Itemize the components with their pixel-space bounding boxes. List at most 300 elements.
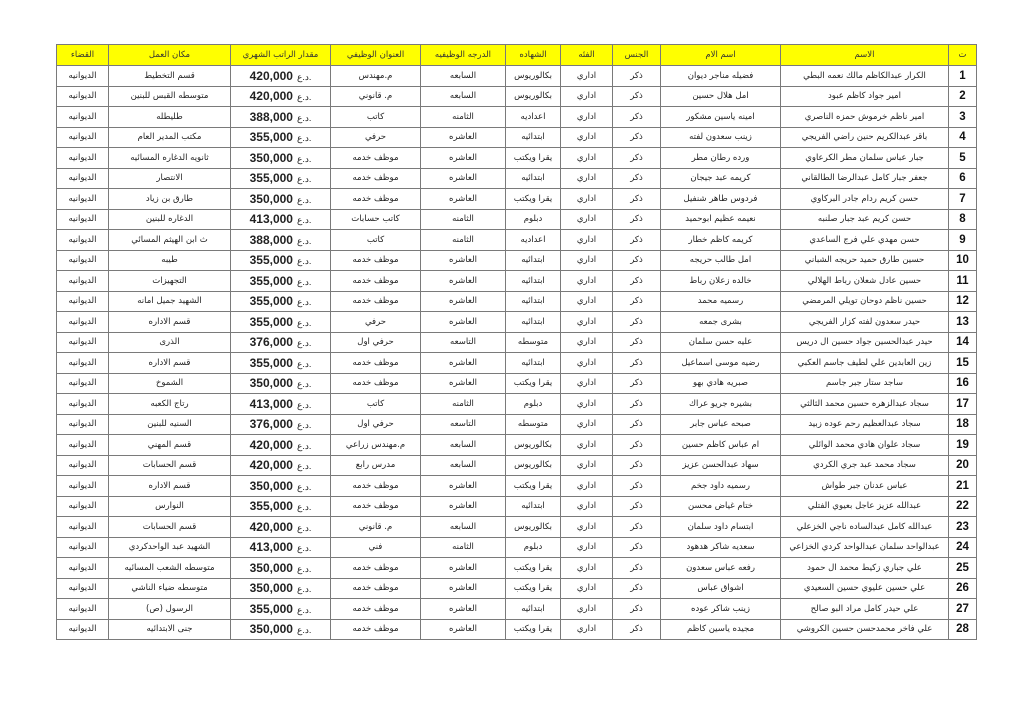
mother-name-cell: خالده زعلان رباط <box>661 271 781 292</box>
category-cell: اداري <box>561 476 613 497</box>
grade-cell: الثامنه <box>421 209 506 230</box>
salary-cell <box>231 394 331 415</box>
grade-cell: العاشره <box>421 127 506 148</box>
category-cell: اداري <box>561 312 613 333</box>
mother-name-cell: فردوس طاهر شنفيل <box>661 189 781 210</box>
category-cell: اداري <box>561 189 613 210</box>
employee-name-cell: حيدر سعدون لفته كزار الفريجي <box>781 312 949 333</box>
category-cell: اداري <box>561 373 613 394</box>
currency-label: د.ع. <box>296 563 312 574</box>
currency-label: د.ع. <box>296 543 312 554</box>
currency-label: د.ع. <box>296 481 312 492</box>
category-cell: اداري <box>561 558 613 579</box>
workplace-cell: طيبه <box>109 250 231 271</box>
gender-cell: ذكر <box>613 107 661 128</box>
workplace-cell: متوسطه ضياء الناشي <box>109 578 231 599</box>
salary-amount: 420,000 <box>249 68 293 83</box>
district-cell: الديوانيه <box>57 435 109 456</box>
table-row <box>57 127 977 148</box>
district-cell: الديوانيه <box>57 189 109 210</box>
certificate-cell: ابتدائيه <box>506 496 561 517</box>
currency-label: د.ع. <box>296 317 312 328</box>
currency-label: د.ع. <box>296 420 312 431</box>
employee-name-cell: علي حسين عليوي حسين السعيدي <box>781 578 949 599</box>
salary-amount: 355,000 <box>249 171 293 186</box>
salary-cell <box>231 599 331 620</box>
header-col-workplace: مكان العمل <box>109 45 231 66</box>
salary-cell <box>231 148 331 169</box>
table-row <box>57 107 977 128</box>
workplace-cell: قسم الحسابات <box>109 517 231 538</box>
job-title-cell: موظف خدمه <box>331 353 421 374</box>
salary-cell <box>231 476 331 497</box>
table-row <box>57 394 977 415</box>
table-row <box>57 537 977 558</box>
gender-cell: ذكر <box>613 496 661 517</box>
table-row <box>57 189 977 210</box>
mother-name-cell: رضيه موسى اسماعيل <box>661 353 781 374</box>
header-col-index: ت <box>949 45 977 66</box>
header-col-grade: الدرجه الوظيفيه <box>421 45 506 66</box>
header-col-gender: الجنس <box>613 45 661 66</box>
row-index-cell: 24 <box>949 537 977 558</box>
currency-label: د.ع. <box>296 625 312 636</box>
district-cell: الديوانيه <box>57 148 109 169</box>
table-row <box>57 168 977 189</box>
employee-name-cell: حسن كريم ردام جادر البركاوي <box>781 189 949 210</box>
table-row <box>57 517 977 538</box>
gender-cell: ذكر <box>613 271 661 292</box>
currency-label: د.ع. <box>296 194 312 205</box>
grade-cell: العاشره <box>421 250 506 271</box>
certificate-cell: يقرا ويكتب <box>506 373 561 394</box>
employee-name-cell: علي حيدر كامل مراد البو صالح <box>781 599 949 620</box>
employee-name-cell: علي جباري زكيط محمد ال حمود <box>781 558 949 579</box>
currency-label: د.ع. <box>296 379 312 390</box>
category-cell: اداري <box>561 127 613 148</box>
salary-cell <box>231 127 331 148</box>
job-title-cell: موظف خدمه <box>331 558 421 579</box>
currency-label: د.ع. <box>296 358 312 369</box>
mother-name-cell: بشرى جمعه <box>661 312 781 333</box>
table-row <box>57 414 977 435</box>
certificate-cell: بكالوريوس <box>506 435 561 456</box>
header-col-job-title: العنوان الوظيفي <box>331 45 421 66</box>
table-row <box>57 455 977 476</box>
employee-name-cell: باقر عبدالكريم حنين راضي الفريجي <box>781 127 949 148</box>
gender-cell: ذكر <box>613 373 661 394</box>
row-index-cell: 28 <box>949 619 977 640</box>
mother-name-cell: مجيده ياسين كاظم <box>661 619 781 640</box>
grade-cell: السابعه <box>421 86 506 107</box>
grade-cell: السابعه <box>421 435 506 456</box>
mother-name-cell: رسميه محمد <box>661 291 781 312</box>
gender-cell: ذكر <box>613 168 661 189</box>
mother-name-cell: ام عباس كاظم حسين <box>661 435 781 456</box>
employee-name-cell: عبدالله كامل عبدالساده ناجي الخزعلي <box>781 517 949 538</box>
employee-name-cell: امير ناظم خرموش حمزه الناصري <box>781 107 949 128</box>
header-col-district: القضاء <box>57 45 109 66</box>
district-cell: الديوانيه <box>57 209 109 230</box>
gender-cell: ذكر <box>613 435 661 456</box>
district-cell: الديوانيه <box>57 476 109 497</box>
row-index-cell: 1 <box>949 66 977 87</box>
job-title-cell: كاتب <box>331 394 421 415</box>
category-cell: اداري <box>561 394 613 415</box>
district-cell: الديوانيه <box>57 414 109 435</box>
job-title-cell: موظف خدمه <box>331 496 421 517</box>
table-row <box>57 353 977 374</box>
job-title-cell: حرفي <box>331 312 421 333</box>
salary-amount: 376,000 <box>249 417 293 432</box>
table-row <box>57 558 977 579</box>
job-title-cell: م. قانوني <box>331 86 421 107</box>
category-cell: اداري <box>561 332 613 353</box>
district-cell: الديوانيه <box>57 86 109 107</box>
salary-amount: 355,000 <box>249 253 293 268</box>
certificate-cell: يقرا ويكتب <box>506 189 561 210</box>
salary-cell <box>231 86 331 107</box>
certificate-cell: ابتدائيه <box>506 168 561 189</box>
salary-cell <box>231 291 331 312</box>
table-row <box>57 578 977 599</box>
salary-amount: 350,000 <box>249 622 293 637</box>
category-cell: اداري <box>561 168 613 189</box>
employee-name-cell: عبدالله عزيز عاجل بعيوي الفتلي <box>781 496 949 517</box>
gender-cell: ذكر <box>613 66 661 87</box>
salary-cell <box>231 209 331 230</box>
workplace-cell: الشهيد جميل امانه <box>109 291 231 312</box>
grade-cell: الثامنه <box>421 394 506 415</box>
gender-cell: ذكر <box>613 312 661 333</box>
gender-cell: ذكر <box>613 517 661 538</box>
row-index-cell: 3 <box>949 107 977 128</box>
mother-name-cell: سهاد عبدالحسن عزيز <box>661 455 781 476</box>
workplace-cell: الدغاره للبنين <box>109 209 231 230</box>
district-cell: الديوانيه <box>57 271 109 292</box>
certificate-cell: ابتدائيه <box>506 250 561 271</box>
currency-label: د.ع. <box>296 174 312 185</box>
workplace-cell: الشموخ <box>109 373 231 394</box>
gender-cell: ذكر <box>613 414 661 435</box>
salary-amount: 355,000 <box>249 499 293 514</box>
grade-cell: العاشره <box>421 189 506 210</box>
job-title-cell: موظف خدمه <box>331 148 421 169</box>
currency-label: د.ع. <box>296 215 312 226</box>
salary-amount: 420,000 <box>249 437 293 452</box>
gender-cell: ذكر <box>613 455 661 476</box>
grade-cell: العاشره <box>421 291 506 312</box>
mother-name-cell: عليه حسن سلمان <box>661 332 781 353</box>
salary-amount: 413,000 <box>249 396 293 411</box>
grade-cell: العاشره <box>421 619 506 640</box>
job-title-cell: موظف خدمه <box>331 271 421 292</box>
workplace-cell: التجهيزات <box>109 271 231 292</box>
workplace-cell: النوارس <box>109 496 231 517</box>
certificate-cell: يقرا ويكتب <box>506 578 561 599</box>
salary-amount: 350,000 <box>249 191 293 206</box>
district-cell: الديوانيه <box>57 168 109 189</box>
certificate-cell: بكالوريوس <box>506 86 561 107</box>
currency-label: د.ع. <box>296 235 312 246</box>
gender-cell: ذكر <box>613 291 661 312</box>
row-index-cell: 19 <box>949 435 977 456</box>
currency-label: د.ع. <box>296 92 312 103</box>
district-cell: الديوانيه <box>57 394 109 415</box>
certificate-cell: دبلوم <box>506 537 561 558</box>
employee-name-cell: ساجد ستار جبر جاسم <box>781 373 949 394</box>
row-index-cell: 20 <box>949 455 977 476</box>
currency-label: د.ع. <box>296 71 312 82</box>
row-index-cell: 4 <box>949 127 977 148</box>
row-index-cell: 11 <box>949 271 977 292</box>
grade-cell: العاشره <box>421 168 506 189</box>
header-col-salary: مقدار الراتب الشهري <box>231 45 331 66</box>
district-cell: الديوانيه <box>57 230 109 251</box>
mother-name-cell: فضيله مناجر ديوان <box>661 66 781 87</box>
grade-cell: العاشره <box>421 312 506 333</box>
job-title-cell: مدرس رابع <box>331 455 421 476</box>
district-cell: الديوانيه <box>57 496 109 517</box>
currency-label: د.ع. <box>296 502 312 513</box>
district-cell: الديوانيه <box>57 107 109 128</box>
table-row <box>57 66 977 87</box>
job-title-cell: كاتب <box>331 107 421 128</box>
gender-cell: ذكر <box>613 476 661 497</box>
workplace-cell: رتاج الكعبه <box>109 394 231 415</box>
district-cell: الديوانيه <box>57 578 109 599</box>
gender-cell: ذكر <box>613 127 661 148</box>
table-row <box>57 312 977 333</box>
row-index-cell: 10 <box>949 250 977 271</box>
job-title-cell: موظف خدمه <box>331 168 421 189</box>
grade-cell: السابعه <box>421 517 506 538</box>
gender-cell: ذكر <box>613 86 661 107</box>
salary-amount: 388,000 <box>249 109 293 124</box>
gender-cell: ذكر <box>613 209 661 230</box>
category-cell: اداري <box>561 271 613 292</box>
employee-name-cell: سجاد عبدالعظيم رحم عوده زبيد <box>781 414 949 435</box>
grade-cell: العاشره <box>421 148 506 169</box>
gender-cell: ذكر <box>613 332 661 353</box>
certificate-cell: ابتدائيه <box>506 271 561 292</box>
grade-cell: التاسعه <box>421 332 506 353</box>
table-row <box>57 496 977 517</box>
certificate-cell: يقرا ويكتب <box>506 619 561 640</box>
row-index-cell: 8 <box>949 209 977 230</box>
gender-cell: ذكر <box>613 599 661 620</box>
workplace-cell: متوسطه الشعب المسائيه <box>109 558 231 579</box>
header-col-name: الاسم <box>781 45 949 66</box>
employee-name-cell: حسين ناظم دوحان تويلي المرمضي <box>781 291 949 312</box>
workplace-cell: طارق بن زياد <box>109 189 231 210</box>
currency-label: د.ع. <box>296 112 312 123</box>
gender-cell: ذكر <box>613 558 661 579</box>
salary-amount: 350,000 <box>249 376 293 391</box>
job-title-cell: موظف خدمه <box>331 373 421 394</box>
grade-cell: العاشره <box>421 476 506 497</box>
workplace-cell: متوسطه القبس للبنين <box>109 86 231 107</box>
district-cell: الديوانيه <box>57 619 109 640</box>
grade-cell: العاشره <box>421 353 506 374</box>
employee-name-cell: حيدر عبدالحسين جواد حسين ال دريس <box>781 332 949 353</box>
gender-cell: ذكر <box>613 578 661 599</box>
certificate-cell: بكالوريوس <box>506 517 561 538</box>
certificate-cell: ابتدائيه <box>506 599 561 620</box>
category-cell: اداري <box>561 148 613 169</box>
table-row <box>57 291 977 312</box>
salary-amount: 420,000 <box>249 519 293 534</box>
salary-cell <box>231 189 331 210</box>
certificate-cell: يقرا ويكتب <box>506 148 561 169</box>
workplace-cell: مكتب المدير العام <box>109 127 231 148</box>
salary-cell <box>231 435 331 456</box>
gender-cell: ذكر <box>613 250 661 271</box>
salary-amount: 388,000 <box>249 232 293 247</box>
workplace-cell: قسم الاداره <box>109 476 231 497</box>
district-cell: الديوانيه <box>57 517 109 538</box>
row-index-cell: 7 <box>949 189 977 210</box>
mother-name-cell: بشيره جريو عراك <box>661 394 781 415</box>
table-row <box>57 435 977 456</box>
grade-cell: الثامنه <box>421 230 506 251</box>
job-title-cell: م.مهندس زراعي <box>331 435 421 456</box>
workplace-cell: ثانويه الدغاره المسائيه <box>109 148 231 169</box>
employee-name-cell: سجاد عبدالزهره حسين محمد الثالثي <box>781 394 949 415</box>
header-col-mother-name: اسم الام <box>661 45 781 66</box>
category-cell: اداري <box>561 353 613 374</box>
employee-name-cell: حسن مهدي علي فرج الساعدي <box>781 230 949 251</box>
table-row <box>57 209 977 230</box>
salary-amount: 355,000 <box>249 130 293 145</box>
employee-table-sheet <box>56 44 976 640</box>
job-title-cell: حرفي اول <box>331 414 421 435</box>
job-title-cell: موظف خدمه <box>331 291 421 312</box>
job-title-cell: موظف خدمه <box>331 619 421 640</box>
district-cell: الديوانيه <box>57 455 109 476</box>
job-title-cell: م.مهندس <box>331 66 421 87</box>
certificate-cell: متوسطه <box>506 414 561 435</box>
salary-cell <box>231 107 331 128</box>
mother-name-cell: ابتسام داود سلمان <box>661 517 781 538</box>
row-index-cell: 25 <box>949 558 977 579</box>
mother-name-cell: سعديه شاكر هدهود <box>661 537 781 558</box>
employee-table <box>56 44 977 640</box>
category-cell: اداري <box>561 599 613 620</box>
certificate-cell: دبلوم <box>506 394 561 415</box>
category-cell: اداري <box>561 455 613 476</box>
salary-amount: 350,000 <box>249 478 293 493</box>
job-title-cell: كاتب حسابات <box>331 209 421 230</box>
category-cell: اداري <box>561 578 613 599</box>
category-cell: اداري <box>561 209 613 230</box>
mother-name-cell: زينب شاكر عوده <box>661 599 781 620</box>
certificate-cell: اعداديه <box>506 230 561 251</box>
mother-name-cell: صبريه هادي بهو <box>661 373 781 394</box>
job-title-cell: كاتب <box>331 230 421 251</box>
district-cell: الديوانيه <box>57 537 109 558</box>
mother-name-cell: صبحه عباس جابر <box>661 414 781 435</box>
workplace-cell: قسم التخطيط <box>109 66 231 87</box>
row-index-cell: 6 <box>949 168 977 189</box>
grade-cell: العاشره <box>421 599 506 620</box>
workplace-cell: قسم المهني <box>109 435 231 456</box>
salary-amount: 420,000 <box>249 458 293 473</box>
currency-label: د.ع. <box>296 133 312 144</box>
mother-name-cell: كريمه عبد جيجان <box>661 168 781 189</box>
row-index-cell: 5 <box>949 148 977 169</box>
workplace-cell: طليطله <box>109 107 231 128</box>
employee-name-cell: عبدالواحد سلمان عبدالواحد كردي الخزاعي <box>781 537 949 558</box>
salary-cell <box>231 517 331 538</box>
header-col-category: الفئه <box>561 45 613 66</box>
workplace-cell: قسم الاداره <box>109 312 231 333</box>
row-index-cell: 23 <box>949 517 977 538</box>
currency-label: د.ع. <box>296 297 312 308</box>
grade-cell: الثامنه <box>421 107 506 128</box>
salary-amount: 413,000 <box>249 540 293 555</box>
row-index-cell: 22 <box>949 496 977 517</box>
grade-cell: السابعه <box>421 66 506 87</box>
category-cell: اداري <box>561 66 613 87</box>
grade-cell: العاشره <box>421 496 506 517</box>
district-cell: الديوانيه <box>57 373 109 394</box>
table-row <box>57 599 977 620</box>
salary-cell <box>231 537 331 558</box>
job-title-cell: حرفي <box>331 127 421 148</box>
currency-label: د.ع. <box>296 461 312 472</box>
grade-cell: العاشره <box>421 558 506 579</box>
salary-cell <box>231 271 331 292</box>
category-cell: اداري <box>561 537 613 558</box>
row-index-cell: 26 <box>949 578 977 599</box>
currency-label: د.ع. <box>296 604 312 615</box>
certificate-cell: متوسطه <box>506 332 561 353</box>
currency-label: د.ع. <box>296 338 312 349</box>
grade-cell: السابعه <box>421 455 506 476</box>
certificate-cell: ابتدائيه <box>506 312 561 333</box>
category-cell: اداري <box>561 230 613 251</box>
job-title-cell: م. قانوني <box>331 517 421 538</box>
certificate-cell: ابتدائيه <box>506 291 561 312</box>
row-index-cell: 18 <box>949 414 977 435</box>
table-row <box>57 86 977 107</box>
workplace-cell: الرسول (ص) <box>109 599 231 620</box>
job-title-cell: فني <box>331 537 421 558</box>
employee-name-cell: جعفر جبار كامل عبدالرضا الطالقاني <box>781 168 949 189</box>
certificate-cell: يقرا ويكتب <box>506 476 561 497</box>
mother-name-cell: رفعه عباس سعدون <box>661 558 781 579</box>
currency-label: د.ع. <box>296 256 312 267</box>
gender-cell: ذكر <box>613 230 661 251</box>
job-title-cell: موظف خدمه <box>331 250 421 271</box>
job-title-cell: موظف خدمه <box>331 476 421 497</box>
employee-name-cell: حسين طارق حميد حريجه الشباني <box>781 250 949 271</box>
row-index-cell: 14 <box>949 332 977 353</box>
table-body <box>57 66 977 640</box>
category-cell: اداري <box>561 517 613 538</box>
salary-cell <box>231 66 331 87</box>
salary-cell <box>231 250 331 271</box>
grade-cell: العاشره <box>421 578 506 599</box>
district-cell: الديوانيه <box>57 558 109 579</box>
salary-cell <box>231 619 331 640</box>
category-cell: اداري <box>561 435 613 456</box>
workplace-cell: ث ابن الهيثم المسائي <box>109 230 231 251</box>
table-row <box>57 332 977 353</box>
salary-cell <box>231 230 331 251</box>
salary-amount: 350,000 <box>249 150 293 165</box>
